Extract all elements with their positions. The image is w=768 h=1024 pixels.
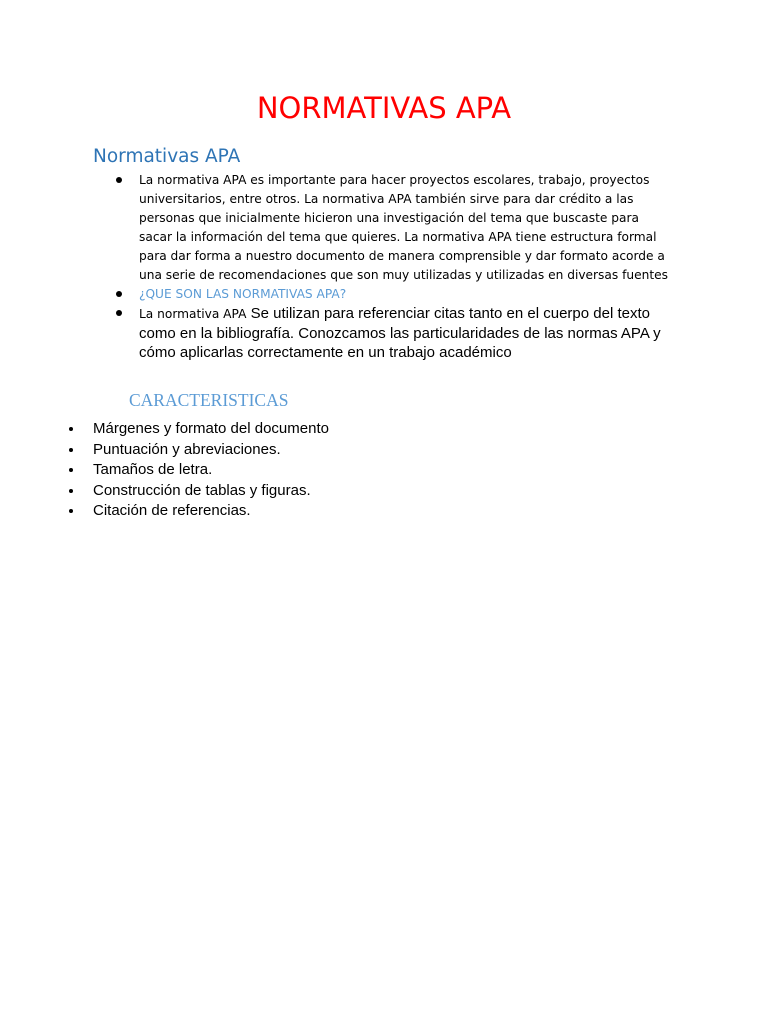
list-item [111,304,671,363]
definition-body: Se utilizan para referenciar citas tanto en el cuerpo del texto como en la bibliografía. Conozcamos las particularidades de las normas APA y cómo aplicarlas correctamente en un trabajo académico [139,305,661,361]
list-item [64,501,329,522]
paragraph-definition [139,304,671,363]
list-item-label: Tamaños de letra. [93,461,213,478]
section-heading-caracteristicas: CARACTERISTICAS [129,390,289,410]
bullet-icon [69,489,73,493]
normativas-list [111,171,671,363]
bullet-icon [69,427,73,431]
list-item-label: Puntuación y abreviaciones. [93,440,281,458]
bullet-icon [69,509,73,513]
bullet-icon [69,448,73,452]
list-item [64,419,329,440]
bullet-icon [69,468,73,472]
list-item-label: Construcción de tablas y figuras. [93,481,311,499]
document-title: NORMATIVAS APA [256,91,512,125]
list-item [111,285,671,304]
bullet-icon [116,291,122,297]
caracteristicas-list [64,419,329,522]
question-subheading: ¿QUE SON LAS NORMATIVAS APA? [139,287,347,301]
bullet-icon [116,310,122,316]
bullet-icon [116,177,122,183]
list-item-label: Citación de referencias. [93,502,251,519]
section-heading-normativas: Normativas APA [93,146,241,167]
list-item-label: Márgenes y formato del documento [93,420,329,437]
list-item [111,171,671,285]
list-item [64,440,329,461]
definition-lead: La normativa APA [139,307,247,321]
paragraph-importance: La normativa APA es importante para hacer proyectos escolares, trabajo, proyectos universitarios, entre otros. La normativa APA también sirve para dar crédito a las personas que inicialmente hicieron una investigación del tema que buscaste para sacar la información del tema que quieres. La normativa APA tiene estructura formal para dar forma a nuestro documento de manera comprensible y dar formato acorde a una serie de recomendaciones que son muy utilizadas y utilizadas en diversas fuentes [139,173,668,282]
list-item [64,460,329,481]
list-item [64,481,329,502]
